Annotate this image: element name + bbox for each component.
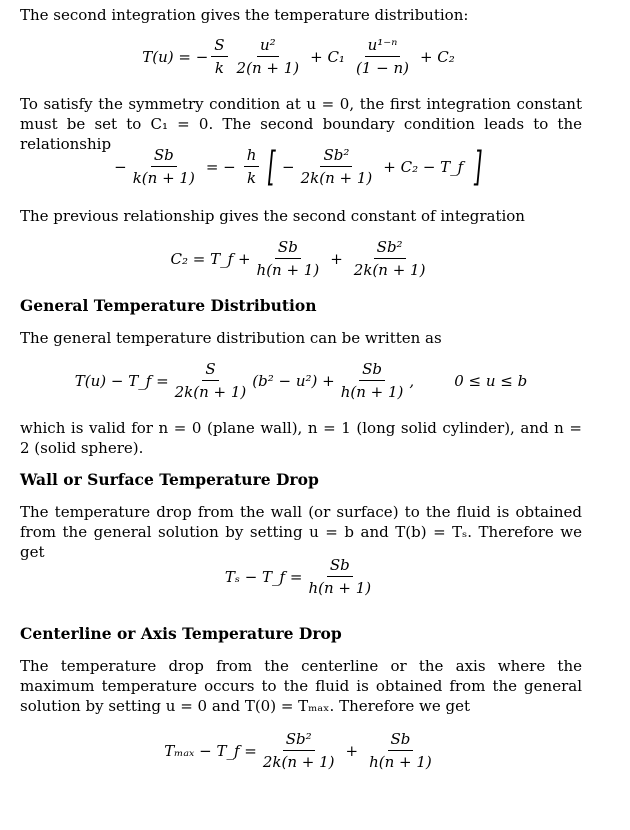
- equation-wall-drop: Tₛ − T_f = $\frac{Sb}{h(n + 1)}$: [224, 556, 372, 597]
- heading-centerline-temperature-drop: Centerline or Axis Temperature Drop: [20, 624, 342, 643]
- paragraph-wall-drop: The temperature drop from the wall (or surface) to the fluid is obtained from the general solution by setting u = b and T(b) = Tₛ. Therefore we get: [20, 503, 582, 561]
- equation-general-distribution: T(u) − T_f = $\frac{S}{2k(n + 1)}$ (b² − u²) + $\frac{Sb}{h(n + 1)}$ , 0 ≤ u ≤ b: [74, 360, 528, 401]
- equation-temperature-distribution: T(u) = − $\frac{S}{k}$ $\frac{\text{u²}}{2(n + 1)}$ + C₁ $\frac{\text{u¹⁻ⁿ}}{(1 - n)}$ + C₂: [142, 36, 455, 77]
- equation-centerline-drop: Tₘₐₓ − T_f = $\frac{\text{Sb²}}{2k(n + 1)}$ + $\frac{Sb}{h(n + 1)}$: [164, 730, 432, 771]
- equation-c2: C₂ = T_f + $\frac{Sb}{h(n + 1)}$ + $\frac{\text{Sb²}}{2k(n + 1)}$: [170, 238, 426, 279]
- paragraph-symmetry-condition: To satisfy the symmetry condition at u = 0, the first integration constant must be set to C₁ = 0. The second boundary condition leads to the relationship: [20, 95, 582, 153]
- paragraph-second-constant: The previous relationship gives the second constant of integration: [20, 207, 525, 225]
- paragraph-centerline-drop: The temperature drop from the centerline or the axis where the maximum temperature occurs to the fluid is obtained from the general solution by setting u = 0 and T(0) = Tₘₐₓ. Therefore we get: [20, 657, 582, 715]
- equation-boundary-relationship: − $\frac{Sb}{k(n + 1)}$ = − $\frac{h}{k}$ [ − $\frac{\text{Sb²}}{2k(n + 1)}$ + C₂ − T_f ]: [114, 143, 482, 190]
- heading-general-temperature-distribution: General Temperature Distribution: [20, 296, 317, 315]
- paragraph-general-distribution: The general temperature distribution can be written as: [20, 329, 442, 347]
- paragraph-second-integration: The second integration gives the temperature distribution:: [20, 6, 469, 24]
- paragraph-validity: which is valid for n = 0 (plane wall), n = 1 (long solid cylinder), and n = 2 (solid sphere).: [20, 419, 582, 457]
- heading-wall-temperature-drop: Wall or Surface Temperature Drop: [20, 470, 319, 489]
